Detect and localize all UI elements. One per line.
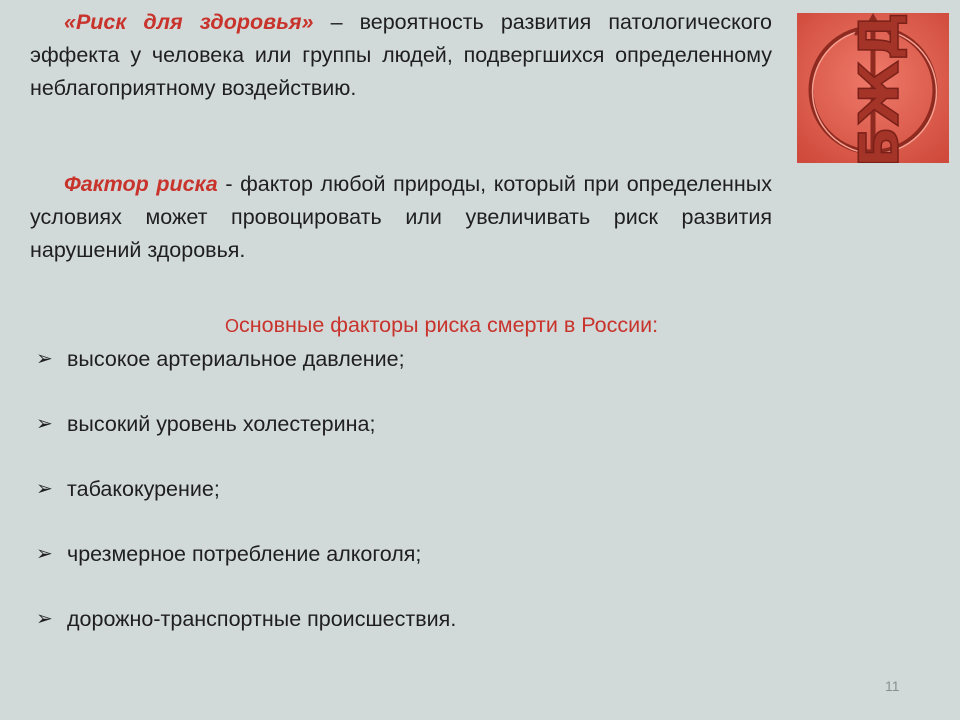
risk-definition-paragraph bbox=[30, 6, 772, 105]
arrow-bullet-icon: ➢ bbox=[36, 348, 53, 370]
risk-factors-list bbox=[36, 342, 456, 667]
risk-factor-paragraph bbox=[30, 168, 772, 267]
risk-term: «Риск для здоровья» bbox=[64, 10, 314, 34]
list-item: ➢ чрезмерное потребление алкоголя; bbox=[36, 537, 456, 571]
arrow-bullet-icon: ➢ bbox=[36, 543, 53, 565]
risk-factor-text: - фактор любой природы, который при определенных условиях может провоцировать или увеличивать риск развития нарушений здоровья. bbox=[30, 172, 772, 262]
arrow-bullet-icon: ➢ bbox=[36, 608, 53, 630]
list-item: ➢ высокий уровень холестерина; bbox=[36, 407, 456, 441]
risk-factor-term: Фактор риска bbox=[64, 172, 218, 196]
bzhd-emblem-icon bbox=[797, 13, 949, 163]
risk-definition-text: – вероятность развития патологического эффекта у человека или группы людей, подвергшихся определенному неблагоприятному воздействию. bbox=[30, 10, 773, 100]
arrow-bullet-icon: ➢ bbox=[36, 478, 53, 500]
page-number: 11 bbox=[885, 678, 900, 694]
list-item: ➢ высокое артериальное давление; bbox=[36, 342, 456, 376]
logo-text: БЖД bbox=[848, 13, 911, 163]
list-item: ➢ дорожно-транспортные происшествия. bbox=[36, 602, 456, 636]
list-item: ➢ табакокурение; bbox=[36, 472, 456, 506]
factors-heading: Основные факторы риска смерти в России: bbox=[225, 313, 659, 337]
arrow-bullet-icon: ➢ bbox=[36, 413, 53, 435]
